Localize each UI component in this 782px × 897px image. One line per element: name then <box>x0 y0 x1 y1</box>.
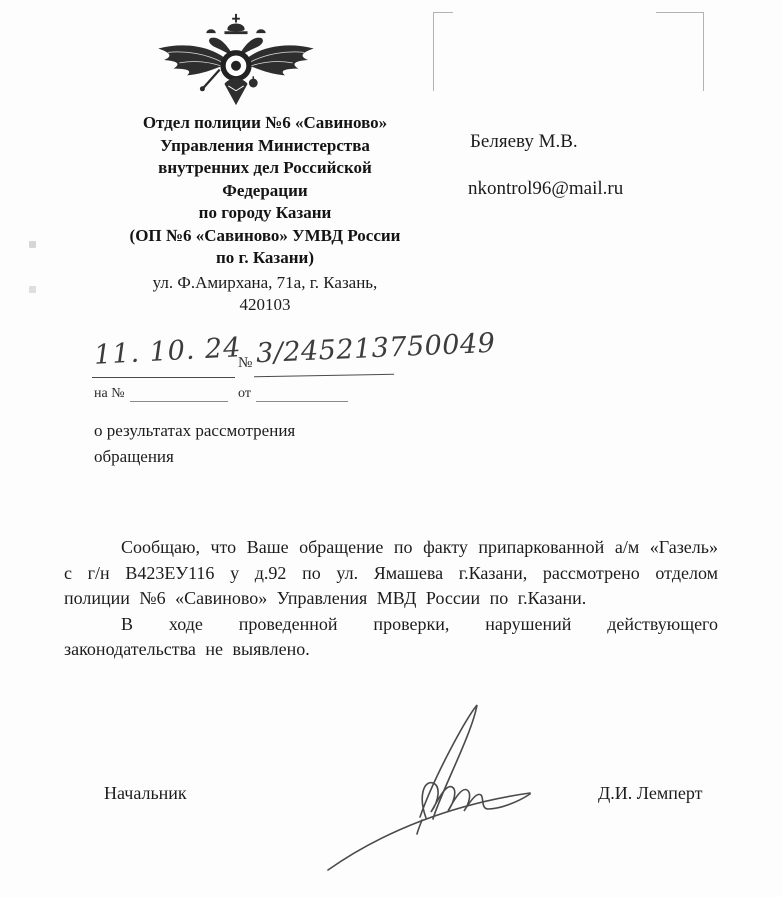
address-window-bracket-right <box>656 12 704 91</box>
subject-line: о результатах рассмотрения <box>94 421 296 440</box>
letterhead-address-block <box>88 272 442 316</box>
body-paragraph: Сообщаю, что Ваше обращение по факту припаркованной а/м «Газель» с г/н В423ЕУ116 у д.92 по ул. Ямашева г.Казани, рассмотрено отделом полиции №6 «Савиново» Управления МВД России по г.Казани. <box>64 537 718 608</box>
number-sign-label: № <box>238 355 253 371</box>
mvd-eagle-emblem-icon <box>152 12 320 108</box>
reply-number-label: на № <box>94 386 125 401</box>
reply-number-blank-line <box>130 401 228 402</box>
handwritten-date: 11. 10. 24 <box>93 332 243 371</box>
subject-line: обращения <box>94 447 174 466</box>
org-line: Отдел полиции №6 «Савиново» <box>142 113 388 132</box>
signer-name: Д.И. Лемперт <box>598 783 703 803</box>
date-underline <box>92 377 235 378</box>
signer-title: Начальник <box>104 783 187 803</box>
org-line: внутренних дел Российской <box>158 158 372 177</box>
address-line: ул. Ф.Амирхана, 71а, г. Казань, <box>152 273 378 292</box>
reply-date-label: от <box>238 386 251 401</box>
recipient-name: Беляеву М.В. <box>470 131 578 152</box>
letterhead-org-block <box>88 112 442 270</box>
recipient-email: nkontrol96@mail.ru <box>468 178 624 199</box>
body-paragraph: В ходе проведенной проверки, нарушений действующего законодательства не выявлено. <box>64 613 718 659</box>
letter-subject <box>94 418 414 470</box>
org-line: Федерации <box>222 180 308 200</box>
org-line: по г. Казани) <box>215 248 315 267</box>
scan-artifact-speck <box>29 241 36 248</box>
reply-date-blank-line <box>256 401 348 402</box>
number-underline <box>254 374 394 377</box>
handwritten-number: 3/245213750049 <box>255 327 496 370</box>
handwritten-signature-icon <box>322 692 557 882</box>
address-window-bracket-left <box>433 12 453 91</box>
org-line: по городу Казани <box>198 203 332 222</box>
letter-body <box>64 535 718 663</box>
org-line: (ОП №6 «Савиново» УМВД России <box>129 225 401 245</box>
org-line: Управления Министерства <box>160 135 370 155</box>
scan-artifact-speck <box>29 286 36 293</box>
address-line: 420103 <box>239 295 291 314</box>
